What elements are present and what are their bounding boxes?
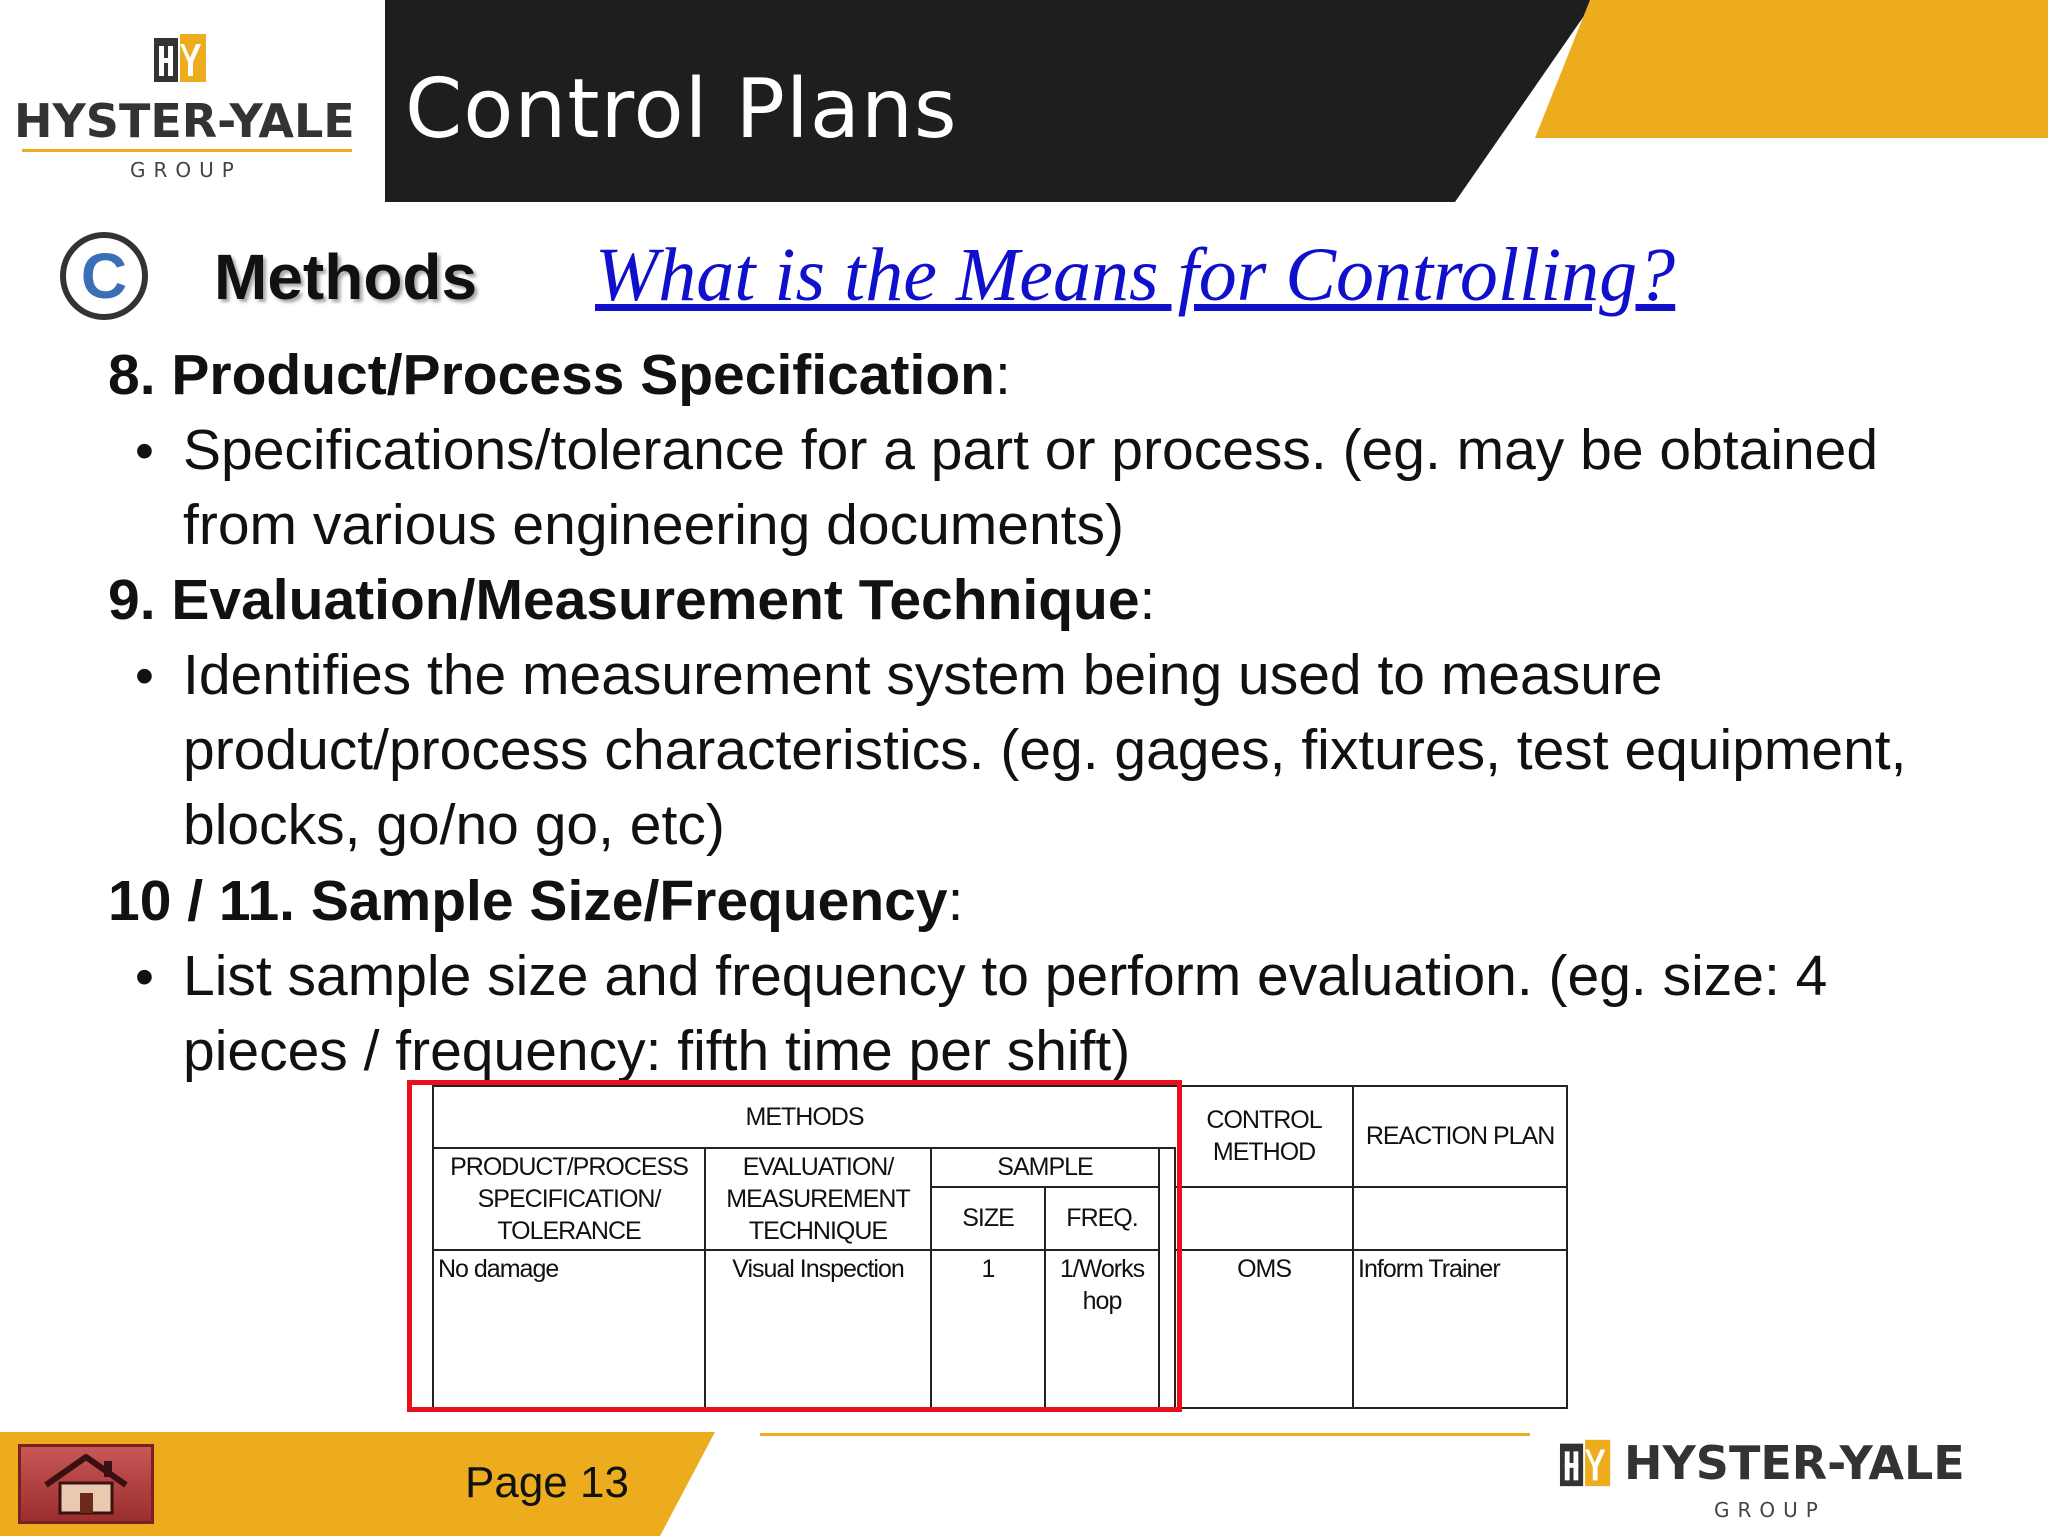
table-header-reaction-plan: REACTION PLAN [1353,1086,1567,1187]
section-heading-8 [108,342,1011,408]
section-8-bullet: Specifications/tolerance for a part or process. (eg. may be obtained from various engineering documents) [183,418,1879,557]
home-icon [38,1451,134,1517]
logo-underline [22,149,352,152]
table-cell-spec: No damage [433,1250,705,1408]
table-header-control-method: CONTROL METHOD [1175,1086,1353,1187]
table-cell-size: 1 [931,1250,1045,1408]
section-9-colon: : [1139,568,1156,632]
logo-wordmark: HYSTER-YALE [14,94,355,148]
hy-mark-icon [1556,1434,1618,1490]
home-button[interactable] [18,1444,154,1524]
header-gold-accent [1535,0,2048,138]
bullet-marker: • [135,947,154,1007]
table-header-sample: SAMPLE [931,1148,1159,1187]
methods-letter: C [80,240,128,312]
bullet-marker: • [135,646,154,706]
methods-question: What is the Means for Controlling? [595,233,1676,317]
footer-line [760,1433,1530,1436]
company-logo [14,28,354,188]
bullet-marker: • [135,421,154,481]
hy-mark-icon [150,28,214,86]
table-header-freq: FREQ. [1045,1187,1159,1250]
section-10-11-title: 10 / 11. Sample Size/Frequency [108,869,948,933]
table-header-size: SIZE [931,1187,1045,1250]
methods-label: Methods [214,241,478,313]
methods-highlight-box [407,1080,1182,1412]
section-9-title: 9. Evaluation/Measurement Technique [108,568,1140,632]
table-cell-eval: Visual Inspection [705,1250,931,1408]
table-cell-freq: 1/Works hop [1045,1250,1159,1408]
table-header-reaction-spacer [1353,1187,1567,1250]
table-header-spec: PRODUCT/PROCESS SPECIFICATION/ TOLERANCE [433,1148,705,1250]
footer-logo-wordmark: HYSTER-YALE [1624,1436,1965,1490]
section-9-bullet: Identifies the measurement system being used to measure product/process characteristics. (eg. gages, fixtures, test equipment, blocks, go/no go, etc) [183,643,1907,857]
section-heading-9 [108,567,1155,633]
footer-logo-group: GROUP [1714,1498,1826,1522]
section-10-11-bullet: List sample size and frequency to perform evaluation. (eg. size: 4 pieces / frequency: fifth time per shift) [183,944,1828,1083]
section-10-11-colon: : [947,869,964,933]
table-header-control-spacer [1175,1187,1353,1250]
footer-logo [1556,1428,1976,1528]
methods-c-badge [60,232,148,320]
section-8-title: 8. Product/Process Specification [108,343,995,407]
table-header-eval: EVALUATION/ MEASUREMENT TECHNIQUE [705,1148,931,1250]
section-heading-10-11 [108,868,963,934]
section-8-colon: : [994,343,1011,407]
logo-group: GROUP [130,158,242,182]
table-cell-control: OMS [1175,1250,1353,1408]
table-cell-reaction: Inform Trainer [1353,1250,1567,1408]
slide-title: Control Plans [405,62,958,157]
page-number: Page 13 [465,1458,629,1507]
table-header-methods: METHODS [433,1086,1175,1148]
